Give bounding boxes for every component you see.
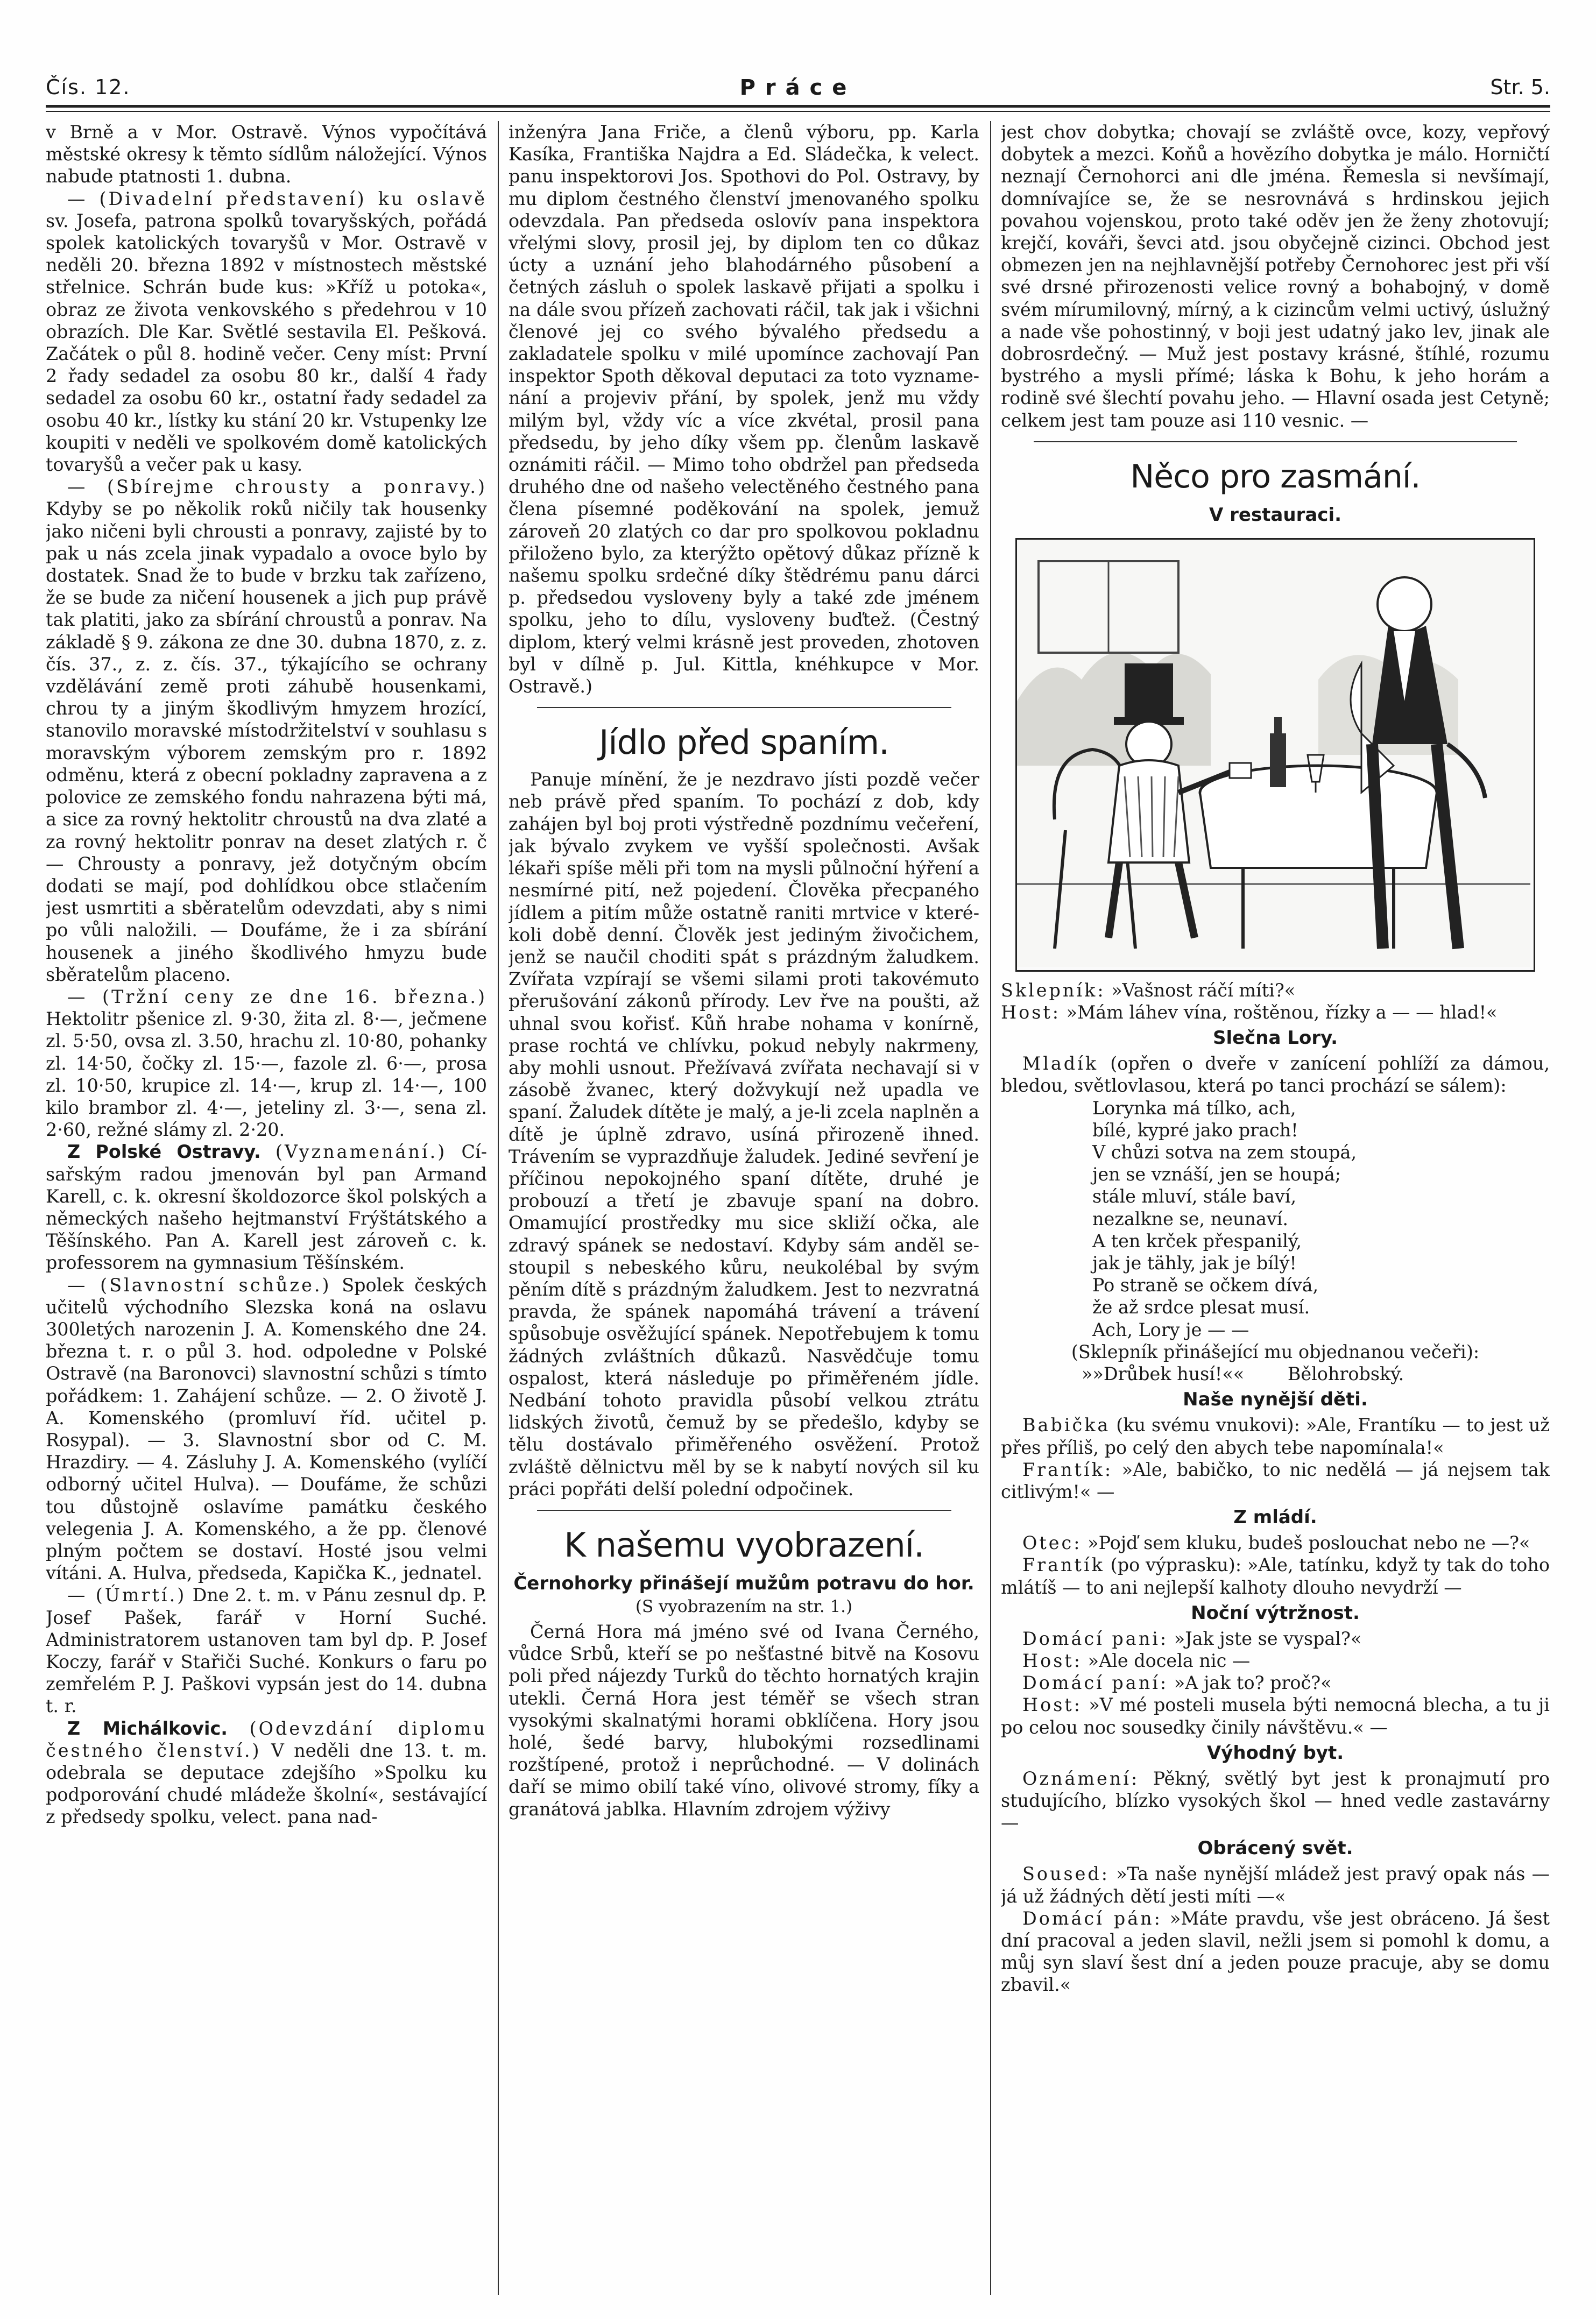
- section-rule: [537, 707, 951, 708]
- section-heading-obraceny-svet: Obrácený svět.: [1197, 1837, 1353, 1860]
- speaker-label: Sklepník:: [1001, 979, 1106, 1001]
- section-heading-mladi: Z mládí.: [1233, 1507, 1317, 1529]
- dialogue-text: »Ta naše nynější mládež jest pravý opak nás — já už žádných dětí jesti míti —«: [1001, 1863, 1550, 1907]
- article-item: [46, 1274, 487, 1585]
- place-heading: Z Polské Ostravy.: [67, 1141, 261, 1163]
- dialogue-text: »Ale docela nic —: [1087, 1650, 1251, 1671]
- dialogue-text: Pěkný, světlý byt jest k pronajmutí pro studujícího, blízko vysokých škol — hned vedle zastavárny —: [1001, 1767, 1550, 1834]
- poem-line: jen se vznáší, jen se houpá;: [1092, 1164, 1341, 1185]
- headline-jidlo: Jídlo před spaním.: [599, 723, 889, 762]
- issue-number: Čís. 12.: [46, 75, 131, 99]
- speaker-label: Host:: [1001, 1002, 1061, 1023]
- speaker-label: Mladík: [1022, 1053, 1099, 1074]
- article-item: [46, 1584, 487, 1717]
- section-heading-lory: Slečna Lory.: [1212, 1027, 1338, 1049]
- article-item: [46, 476, 487, 986]
- item-text: Dne 2. t. m. v Pánu zesnul dp. P. Josef Pašek, farář v Horní Suché. Administratorem ustanoven tam byl dp. P. Josef Koczy, farář v Stařiči Suché. Konkurs o faru po zemřelém P. J. Paškovi vypsán jest do 14. dubna t. r.: [46, 1585, 487, 1717]
- item-text: Kdyby se po několik roků ničily tak housenky jako ničeni byli chrousti a ponravy, zajisté by to pak u nás zcela jinak vypadalo a ovoce bylo by dostatek. Snad že to bude v brzku tak zařízeno, že se bude za ničení housenek a jich pup právě tak platiti, jako za sbírání chroustů a ponrav. Na základě § 9. zákona ze dne 30. dubna 1870, z. z. čís. 37., z. z. čís. 37., týkajícího se ochrany vzdělávání země proti záhubě housenkami, chrou ty a jiným škodlivým hmyzem hrozící, stanovilo moravské místodržitelství v souhlasu s moravským výborem zemským pro r. 1892 odměnu, která z obecní pokladny zapravena a z polovice ze zemského fondu nahrazena býti má, a sice za rovný hektolitr chroustů na dva zlaté a za rovný hektolitr ponrav na deset zlatých r. č — Chrousty a ponravy, jež dotyčným obcím dodati se mají, pod dohlídkou obce stlačením jest usmrtiti a sběratelům odevzdati, aby s nimi po vůli naložili. — Doufáme, že i za sbírání housenek a jiného škodlivého hmyzu bude sběratelům placeno.: [46, 498, 487, 985]
- article-item: [46, 1717, 487, 1828]
- dialogue-line: [1001, 1414, 1550, 1458]
- cartoon-illustration: [1015, 538, 1535, 972]
- dialogue-line: [1001, 1650, 1550, 1672]
- poem-line: A ten krček přespanilý,: [1092, 1230, 1302, 1252]
- dialogue-line: [1001, 1767, 1550, 1834]
- stage-direction: (Sklepník přinášející mu objednanou večeři):: [1071, 1341, 1480, 1362]
- dialogue-text: (po výprasku): »Ale, tatínku, když ty tak do toho mlátíš — to ani nejlepší kalhoty dlouho nevydrží —: [1001, 1554, 1550, 1598]
- dialogue-text: »V mé posteli musela býti nemocná blecha, a tu ji po celou noc sousedky činily návštěvu.« —: [1001, 1694, 1550, 1738]
- speaker-label: Babička: [1022, 1415, 1111, 1436]
- poem-line: Lorynka má tílko, ach,: [1092, 1097, 1296, 1119]
- section-heading-restaurace: V restauraci.: [1209, 504, 1342, 526]
- header-rule-thin: [46, 111, 1550, 112]
- item-heading: — (Sbírejme chrousty a ponravy.): [67, 476, 487, 498]
- speaker-label: Soused:: [1022, 1863, 1110, 1885]
- page-number: Str. 5.: [1490, 75, 1550, 99]
- dialogue-line: [1001, 1459, 1550, 1503]
- speaker-label: Host:: [1022, 1694, 1083, 1716]
- dialogue-text: (opřen o dveře v zanícení pohlíží za dámou, bledou, světlovlasou, která po tanci prochází se sálem):: [1001, 1053, 1550, 1097]
- item-heading: — (Tržní ceny ze dne 16. března.): [67, 986, 487, 1007]
- dialogue-line: [1001, 1554, 1550, 1598]
- dialogue-text: »Vašnost ráčí míti?«: [1111, 979, 1296, 1001]
- item-text: Císařským radou jmenován byl pan Armand Karell, c. k. okresní školdozorce škol polských a německých našeho hejtmanství Frýštátského a Těšínského. Pan A. Karell jest zároveň c. k. professorem na gymnasium Těšínském.: [46, 1141, 487, 1274]
- author-signature: Bělohrobský.: [1287, 1363, 1404, 1385]
- speaker-label: Domácí pán:: [1022, 1907, 1162, 1929]
- punchline: [1001, 1363, 1550, 1385]
- subheadline-cernohorky: Černohorky přinášejí mužům potravu do hor.: [513, 1572, 974, 1594]
- item-heading: — (Divadelní představení) ku oslavě: [67, 188, 487, 209]
- poem-lorynka: [1092, 1097, 1550, 1341]
- speaker-label: Host:: [1022, 1650, 1083, 1671]
- article-text: jest chov dobytka; chovají se zvláště ovce, kozy, vepřový dobytek a mezci. Koňů a hovězího dobytka je málo. Horničtí neznají Černohorci ani dle jména. Řemesla si nevšímají, domnívajíce se, že se nesrovnává s hrdinskou jejich povahou vojenskou, proto také oděv jen že ženy zhotovují; krejčí, kováři, ševci atd. jsou obyčejně cizinci. Obchod jest obmezen jen na nejhlavnější potřeby Černohorec jest při vší své drsné přirozenosti velice rovný a bohabojný, v domě svém mírumilovný, mírný, a k cizincům velmi uctivý, úslužný a nade vše pohostinný, v boji jest udatný jako lev, jinak ale dobrosrdečný. — Muž jest postavy krásné, štíhlé, rozumu bystrého a mysli přímé; láska k Bohu, k jeho horám a rodině své šlechtí povahu jeho. — Hlavní osada jest Cetyně; celkem jest tam pouze asi 110 vesnic. —: [1001, 122, 1550, 431]
- punchline-text: »»Drůbek husí!««: [1082, 1363, 1245, 1385]
- column-2: [509, 121, 979, 2295]
- article-text: Panuje mínění, že je nezdravo jísti pozdě večer neb právě před spaním. To pochází z dob, kdy zahájen byl boj proti výstředně pozdnímu večeření, jak bývalo zvykem ve vyšší společnosti. Avšak lékaři spíše měli při tom na mysli půlnoční hýření a nesmírné pití, než pojedení. Člověka přecpaného jídlem a pitím může ostatně raniti mrtvice v kterékoli době denní. Člověk jest jediným živočichem, jenž se naučil choditi spát s prázdným žaludkem. Zvířata vzpírají se všemi silami proti takovémuto přerušování zákonů přírody. Lev řve na poušti, až uhnal svou kořisť. Kůň hrabe nohama v konírně, prase rochtá ve chlívku, pokud nebyly nakrmeny, aby mohli usnout. Přežívavá zvířata nechavají si v zásobě žvanec, který dožvykují než upadla ve spaní. Žaludek dítěte je malý, a je-li zcela naplněn a dítě je úplně zdravo, usíná přirozeně ihned. Trávením se vyprazdňuje žaludek. Jediné sevření je příčinou nepokojného spaní dítěte, druhé je probouzí a třetí je zbavuje spaní na dobro. Omamující prostředky mu sice skliží očka, ale zdravý spánek se nedostaví. Kdyby sám anděl sestoupil s nebeského kůru, neukolébal by svým pěním dítě s prázdným žaludkem. Jest to nezvratná pravda, že spánek napomáhá trávení a trávení spůsobuje osvěžující spánek. Nepotřebujem k tomu žádných zvláštních důkazů. Nasvědčuje tomu ospalost, která následuje po přiměřeném jídle. Nedbání tohoto pravidla působí velkou ztrátu lidských životů, čemuž by se předešlo, kdyby se tělu dostávalo přiměřeného osvěžení. Protož zvláště dělnictvu měl by se k nabytí nových sil ku práci popřáti delší polední odpočinek.: [509, 769, 979, 1500]
- dialogue-text: »Máte pravdu, vše jest obráceno. Já šest dní pracoval a jeden slavil, nežli jsem si pomohl k domu, a můj syn slaví šest dní a jeden pouze pracuje, aby se domu zbavil.«: [1001, 1907, 1550, 1996]
- dialogue-line: [1001, 1907, 1550, 1996]
- section-heading-vyhodny-byt: Výhodný byt.: [1206, 1742, 1344, 1764]
- dialogue-line: [1001, 1532, 1550, 1554]
- place-heading: Z Michálkovic.: [67, 1717, 228, 1739]
- header-rule-thick: [46, 105, 1550, 108]
- item-text: sv. Josefa, patrona spolků tovaryšských, pořádá spolek katolických tovaryšů v Mor. Ostravě v neděli 20. března 1892 v místnostech městské střelnice. Schrán bude kus: »Kříž u potoka«, obraz ze života venkovského s předehrou v 10 obrazích. Dle Kar. Světlé sestavila El. Pešková. Začátek o půl 8. hodině večer. Ceny míst: První 2 řady sedadel za osobu 80 kr., další 4 řady sedadel za osobu 60 kr., ostatní řady sedadel za osobu 40 kr., lístky ku stání 20 kr. Vstupenky lze koupiti v neděli ve spolkovém domě katolických tovaryšů a večer pak u kasy.: [46, 210, 487, 476]
- subheadline-note: (S vyobrazením na str. 1.): [635, 1596, 853, 1616]
- section-rule: [1034, 441, 1517, 442]
- dialogue-text: »A jak to? proč?«: [1174, 1672, 1332, 1694]
- poem-line: V chůzi sotva na zem stoupá,: [1092, 1142, 1357, 1163]
- column-1: [46, 121, 487, 2295]
- poem-line: jak je tähly, jak je bílý!: [1092, 1253, 1297, 1274]
- speaker-label: Otec:: [1022, 1532, 1082, 1554]
- dialogue-text: »Ale, babičko, to nic nedělá — já nejsem tak citlivým!« —: [1001, 1459, 1550, 1502]
- item-text: Spolek českých učitelů východního Slezska koná na oslavu 300letých narozenin J. A. Komenského dne 24. března t. r. o půl 3. hod. odpoledne v Polské Ostravě (na Baronovci) slavnostní schůzi s tímto pořádkem: 1. Zahájení schůze. — 2. O životě J. A. Komenského (promluví říd. učitel p. Rosypal). — 3. Slavnostní sbor od C. M. Hrazdiry. — 4. Zásluhy J. A. Komenského (vylíčí odborný učitel Hulva). — Doufáme, že schůzi tou důstojně oslavíme památku českého velegenia J. A. Komenského, a že pp. členové plným počtem se dostaví. Hosté jsou velmi vítáni. A. Hulva, předseda, Kapička K., jednatel.: [46, 1274, 487, 1584]
- poem-line: Ach, Lory je — —: [1092, 1319, 1249, 1340]
- dialogue-line: [1001, 1001, 1550, 1023]
- poem-line: Po straně se očkem dívá,: [1092, 1275, 1319, 1296]
- dialogue-line: [1001, 1672, 1550, 1694]
- item-heading: — (Úmrtí.): [67, 1585, 187, 1606]
- dialogue-line: [1001, 979, 1550, 1001]
- speaker-label: Frantík:: [1022, 1459, 1113, 1480]
- article-item: [46, 986, 487, 1141]
- poem-line: stále mluví, stále baví,: [1092, 1186, 1297, 1207]
- speaker-label: Frantík: [1022, 1554, 1105, 1576]
- headline-nasemu-vyobrazeni: K našemu vyobrazení.: [564, 1525, 924, 1565]
- article-text: v Brně a v Mor. Ostravě. Výnos vypočítává městské okresy k těmto sídlům náložející. Výnos nabude ptatnosti 1. dubna.: [46, 122, 487, 187]
- item-heading: (Odevzdání diplomu čestného členství.): [46, 1717, 487, 1761]
- page-header: [46, 75, 1550, 108]
- dialogue-text: (ku svému vnukovi): »Ale, Frantíku — to jest už přes příliš, po celý den abych tebe napomínala!«: [1001, 1415, 1550, 1458]
- headline-neco-pro-zasmani: Něco pro zasmání.: [1130, 457, 1421, 496]
- item-heading: (Vyznamenání.): [275, 1141, 447, 1163]
- dialogue-line: [1001, 1694, 1550, 1738]
- dialogue-text: »Pojď sem kluku, budeš poslouchat nebo ne —?«: [1087, 1532, 1530, 1554]
- article-text: inženýra Jana Friče, a členů výboru, pp. Karla Kasíka, Františka Najdra a Ed. Sládečka, k velect. panu inspektorovi Jos. Spothovi do Pol. Ostravy, by mu diplom čestného členství jmenovaného spolku odevzdala. Pan předseda oslovív pana inspektora vřelými slovy, prosil jej, by diplom ten co důkaz úcty a uznání jeho blahodárného působení a četných zásluh o spolek laskavě přijati a spolku i na dále svou přízeň zachovati ráčil, tak jak i všichni členové jej co svého bývalého předsedu a zakladatele spolku v milé upomínce zachovají Pan inspektor Spoth děkoval deputaci za toto vyznamenání a projeviv přání, by spolek, jenž mu vždy milým byl, vždy víc a více zkvétal, prosil pana předsedu, by jeho díky všem pp. členům laskavě oznámiti ráčil. — Mimo toho obdržel pan předseda druhého dne od našeho velectěného čestného pana člena písemné poděkování na spolek, jemuž zároveň 20 zlatých co dar pro spolkovou pokladnu přiloženo bylo, za kterýžto opětový důkaz přízně k našemu spolku srdečné díky štědrému panu dárci p. předsedou vysloveny byly a také zde jménem spolku, jeho to dílu, vysloveny buďtež. (Čestný diplom, který velmi krásně jest proveden, zhotoven byl v dílně p. Jul. Kittla, knéhkupce v Mor. Ostravě.): [509, 122, 979, 697]
- restaurant-scene-drawing: [1017, 540, 1530, 967]
- dialogue-line: [1001, 1628, 1550, 1650]
- poem-line: bílé, kypré jako prach!: [1092, 1119, 1298, 1141]
- section-heading-nocni: Noční výtržnost.: [1191, 1602, 1360, 1624]
- article-item: [46, 188, 487, 476]
- article-item: [46, 1141, 487, 1274]
- column-divider-1: [498, 121, 499, 2295]
- poem-line: nezalkne se, neunaví.: [1092, 1208, 1289, 1229]
- dialogue-line: [1001, 1863, 1550, 1907]
- column-3: [1001, 121, 1550, 2295]
- speaker-label: Domácí pani:: [1022, 1628, 1169, 1649]
- article-text: Černá Hora má jméno své od Ivana Černého, vůdce Srbů, kteří se po nešťastné bitvě na Kosovu poli před nájezdy Turků do těchto hornatých krajin utekli. Černá Hora jest téměř se všech stran vysokými skalnatými horami obklíčena. Hory jsou holé, šedé barvy, hlubokými rozsedlinami rozštípené, protož i neprůchodné. — V dolinách daří se mimo obilí také víno, olivové stromy, fíky a granátová jablka. Hlavním zdrojem výživy: [509, 1621, 979, 1820]
- dialogue-text: »Jak jste se vyspal?«: [1174, 1628, 1362, 1649]
- dialogue-text: »Mám láhev vína, roštěnou, řízky a — — hlad!«: [1066, 1002, 1498, 1023]
- speaker-label: Domácí paní:: [1022, 1672, 1169, 1694]
- section-heading-deti: Naše nynější děti.: [1183, 1389, 1368, 1411]
- item-text: V neděli dne 13. t. m. odebrala se deputace zdejšího »Spolku ku podporování chudé mládeže školní«, sestávající z předsedy spolku, velect. pana nad-: [46, 1740, 487, 1828]
- speaker-label: Oznámení:: [1022, 1767, 1140, 1789]
- column-divider-2: [990, 121, 991, 2295]
- poem-line: že až srdce plesat musí.: [1092, 1297, 1310, 1318]
- section-rule: [537, 1510, 951, 1511]
- item-text: Hektolitr pšenice zl. 9·30, žita zl. 8·—, ječmene zl. 5·50, ovsa zl. 3.50, hrachu zl. 10·80, pohanky zl. 14·50, čočky zl. 15·—, fazole zl. 6·—, prosa zl. 10·50, krupice zl. 14·—, krup zl. 14·—, 100 kilo brambor zl. 4·—, jeteliny zl. 3·—, sena zl. 2·60, režné slámy zl. 2·20.: [46, 1008, 487, 1141]
- dialogue-line: [1001, 1052, 1550, 1097]
- newspaper-title: Práce: [739, 75, 857, 100]
- item-heading: — (Slavnostní schůze.): [67, 1274, 331, 1296]
